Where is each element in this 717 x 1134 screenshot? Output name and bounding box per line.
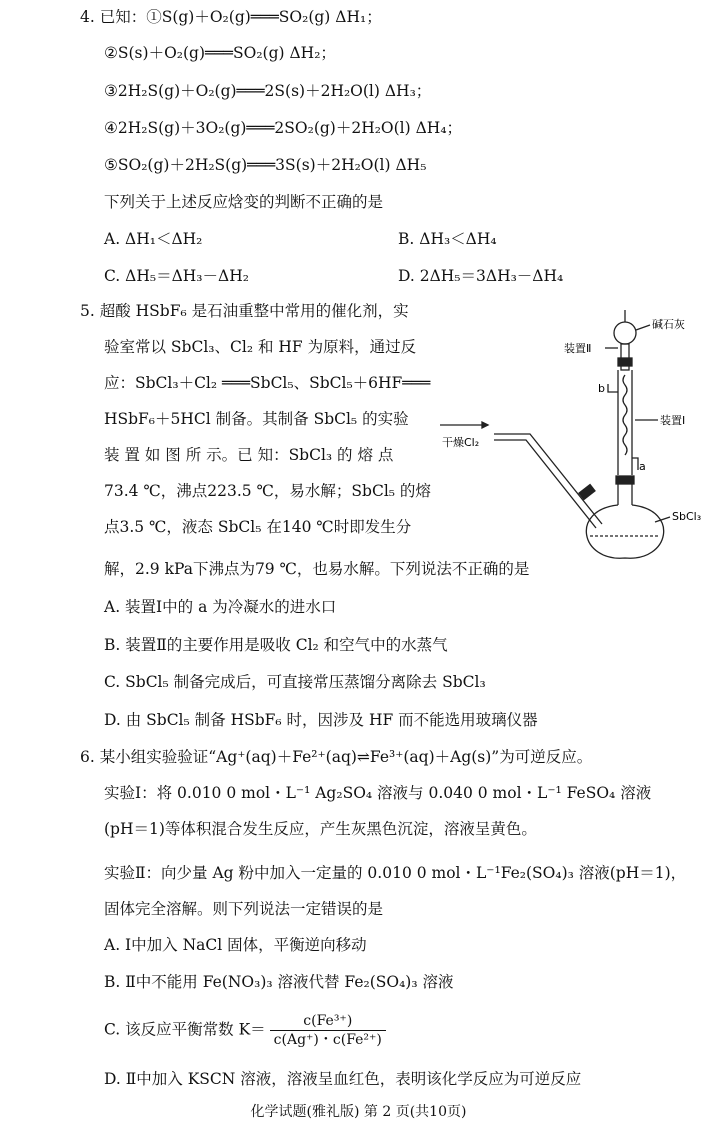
q4-option-c: C. ΔH₅＝ΔH₃－ΔH₂ bbox=[104, 267, 249, 285]
round-bottom-flask bbox=[586, 505, 663, 558]
q4-reaction-3: ③2H₂S(g)＋O₂(g)═══2S(s)＋2H₂O(l) ΔH₃； bbox=[104, 82, 432, 100]
apparatus-figure bbox=[440, 300, 712, 562]
q5-option-d: D. 由 SbCl₅ 制备 HSbF₆ 时，因涉及 HF 而不能选用玻璃仪器 bbox=[104, 711, 538, 729]
q4-reaction-4: ④2H₂S(g)＋3O₂(g)═══2SO₂(g)＋2H₂O(l) ΔH₄； bbox=[104, 119, 463, 137]
chlorine-flow-arrowhead bbox=[482, 422, 488, 428]
label-device-1: 装置Ⅰ bbox=[660, 414, 686, 427]
q6-question: 固体完全溶解。则下列说法一定错误的是 bbox=[104, 900, 384, 918]
q6-experiment-1-line-1: 实验Ⅰ：将 0.010 0 mol・L⁻¹ Ag₂SO₄ 溶液与 0.040 0 mol・L⁻¹ FeSO₄ 溶液 bbox=[104, 784, 652, 802]
q6-option-c bbox=[104, 1012, 386, 1049]
q5-stem-line-7: 点3.5 ℃，液态 SbCl₅ 在140 ℃时即发生分 bbox=[104, 518, 412, 536]
equilibrium-constant-fraction bbox=[270, 1012, 386, 1049]
water-outlet-b bbox=[608, 384, 618, 392]
q4-reaction-2: ②S(s)＋O₂(g)═══SO₂(g) ΔH₂； bbox=[104, 44, 336, 62]
flask-stopper bbox=[616, 476, 634, 484]
soda-lime-bulb bbox=[614, 322, 636, 344]
q6-option-c-prefix: C. 该反应平衡常数 K＝ bbox=[104, 1020, 266, 1039]
q4-question: 下列关于上述反应焓变的判断不正确的是 bbox=[104, 193, 384, 211]
q4-option-a: A. ΔH₁＜ΔH₂ bbox=[104, 230, 203, 248]
q4-stem: 4. 已知：①S(g)＋O₂(g)═══SO₂(g) ΔH₁； bbox=[80, 8, 382, 26]
q4-option-b: B. ΔH₃＜ΔH₄ bbox=[398, 230, 497, 248]
q5-option-b: B. 装置Ⅱ的主要作用是吸收 Cl₂ 和空气中的水蒸气 bbox=[104, 636, 448, 654]
q6-experiment-1-line-2: (pH＝1)等体积混合发生反应，产生灰黑色沉淀，溶液呈黄色。 bbox=[104, 820, 537, 838]
label-device-2: 装置Ⅱ bbox=[564, 342, 592, 355]
condenser-coil bbox=[623, 375, 627, 455]
q5-stem-line-6: 73.4 ℃，沸点223.5 ℃，易水解；SbCl₅ 的熔 bbox=[104, 482, 431, 500]
q5-option-c: C. SbCl₅ 制备完成后，可直接常压蒸馏分离除去 SbCl₃ bbox=[104, 673, 486, 691]
label-a: a bbox=[639, 460, 646, 473]
soda-lime-leader bbox=[636, 325, 650, 330]
q4-reaction-5: ⑤SO₂(g)＋2H₂S(g)═══3S(s)＋2H₂O(l) ΔH₅ bbox=[104, 156, 427, 174]
q6-stem: 6. 某小组实验验证“Ag⁺(aq)＋Fe²⁺(aq)⇌Fe³⁺(aq)＋Ag(s)”为可逆反应。 bbox=[80, 748, 593, 766]
q5-stem-line-5: 装 置 如 图 所 示。已 知：SbCl₃ 的 熔 点 bbox=[104, 446, 394, 464]
label-sbcl3: SbCl₃ bbox=[672, 510, 702, 523]
label-dry-cl2: 干燥Cl₂ bbox=[442, 436, 480, 449]
sbcl3-leader bbox=[655, 517, 670, 522]
fraction-numerator: c(Fe³⁺) bbox=[270, 1012, 386, 1031]
q6-option-d: D. Ⅱ中加入 KSCN 溶液，溶液呈血红色，表明该化学反应为可逆反应 bbox=[104, 1070, 582, 1088]
q6-option-b: B. Ⅱ中不能用 Fe(NO₃)₃ 溶液代替 Fe₂(SO₄)₃ 溶液 bbox=[104, 973, 454, 991]
q5-stem-line-4: HSbF₆＋5HCl 制备。其制备 SbCl₅ 的实验 bbox=[104, 410, 409, 428]
q5-stem-line-8: 解，2.9 kPa下沸点为79 ℃，也易水解。下列说法不正确的是 bbox=[104, 560, 530, 578]
page-footer: 化学试题(雅礼版) 第 2 页(共10页) bbox=[250, 1104, 467, 1120]
drying-tube-stopper bbox=[618, 358, 632, 366]
q4-option-d: D. 2ΔH₅＝3ΔH₃－ΔH₄ bbox=[398, 267, 564, 285]
q5-stem-line-2: 验室常以 SbCl₃、Cl₂ 和 HF 为原料，通过反 bbox=[104, 338, 417, 356]
q6-experiment-2-line-1: 实验Ⅱ：向少量 Ag 粉中加入一定量的 0.010 0 mol・L⁻¹Fe₂(SO₄)₃ 溶液(pH＝1)， bbox=[104, 864, 687, 882]
label-b: b bbox=[598, 382, 605, 395]
chlorine-inlet-tube bbox=[494, 434, 602, 524]
label-soda-lime: 碱石灰 bbox=[652, 318, 685, 331]
water-inlet-a bbox=[632, 458, 638, 470]
q5-stem-line-3: 应：SbCl₃＋Cl₂ ═══SbCl₅、SbCl₅＋6HF═══ bbox=[104, 374, 431, 392]
q5-option-a: A. 装置Ⅰ中的 a 为冷凝水的进水口 bbox=[104, 598, 337, 616]
side-neck-stopper bbox=[579, 485, 595, 500]
q5-stem-line-1: 5. 超酸 HSbF₆ 是石油重整中常用的催化剂，实 bbox=[80, 302, 409, 320]
q6-option-a: A. Ⅰ中加入 NaCl 固体，平衡逆向移动 bbox=[104, 936, 367, 954]
fraction-denominator: c(Ag⁺)・c(Fe²⁺) bbox=[273, 1032, 382, 1048]
